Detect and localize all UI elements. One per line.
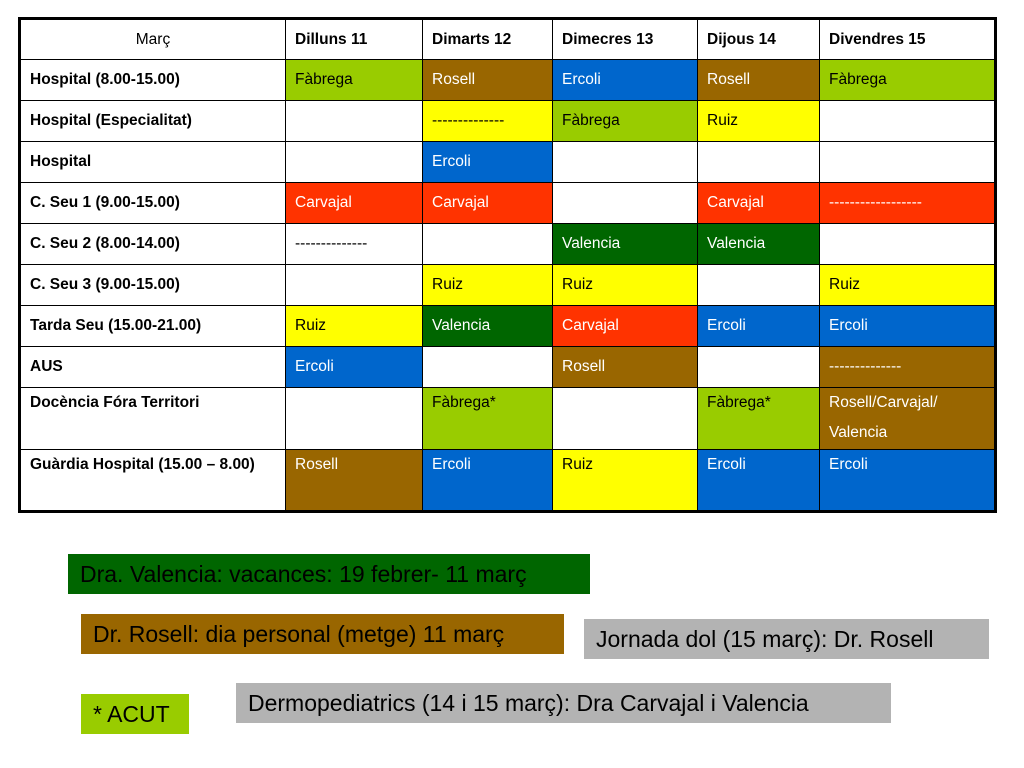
note-rosell-personal-day: Dr. Rosell: dia personal (metge) 11 març xyxy=(81,614,564,654)
schedule-table xyxy=(18,17,997,513)
row-label: Tarda Seu (15.00-21.00) xyxy=(20,306,286,347)
table-cell: Ruiz xyxy=(820,265,996,306)
table-cell: Fàbrega xyxy=(820,60,996,101)
table-cell: Valencia xyxy=(423,306,553,347)
header-row xyxy=(20,19,996,60)
table-cell: Ercoli xyxy=(423,450,553,512)
table-cell xyxy=(286,101,423,142)
table-cell: Ercoli xyxy=(698,450,820,512)
note-jornada-dol: Jornada dol (15 març): Dr. Rosell xyxy=(584,619,989,659)
header-month: Març xyxy=(20,19,286,60)
table-cell: -------------- xyxy=(423,101,553,142)
table-cell xyxy=(286,142,423,183)
table-cell: Rosell xyxy=(698,60,820,101)
table-cell: Ruiz xyxy=(286,306,423,347)
table-row xyxy=(20,224,996,265)
table-cell xyxy=(553,388,698,450)
table-cell xyxy=(820,224,996,265)
table-row xyxy=(20,265,996,306)
row-label: Guàrdia Hospital (15.00 – 8.00) xyxy=(20,450,286,512)
row-label: C. Seu 3 (9.00-15.00) xyxy=(20,265,286,306)
row-label: AUS xyxy=(20,347,286,388)
table-cell: Carvajal xyxy=(423,183,553,224)
table-cell xyxy=(820,101,996,142)
table-cell: -------------- xyxy=(286,224,423,265)
note-acut: * ACUT xyxy=(81,694,189,734)
table-cell: Rosell/Carvajal/ Valencia xyxy=(820,388,996,450)
table-cell xyxy=(553,183,698,224)
header-day: Dimecres 13 xyxy=(553,19,698,60)
table-cell: Fàbrega xyxy=(553,101,698,142)
table-row xyxy=(20,306,996,347)
table-cell: Rosell xyxy=(423,60,553,101)
table-row xyxy=(20,347,996,388)
row-label: Hospital (8.00-15.00) xyxy=(20,60,286,101)
table-cell: Ercoli xyxy=(423,142,553,183)
row-label: Docència Fóra Territori xyxy=(20,388,286,450)
table-cell: Carvajal xyxy=(698,183,820,224)
header-day: Divendres 15 xyxy=(820,19,996,60)
table-cell: Ercoli xyxy=(553,60,698,101)
table-cell xyxy=(698,142,820,183)
table-cell xyxy=(698,347,820,388)
table-cell: Rosell xyxy=(286,450,423,512)
table-cell: Valencia xyxy=(553,224,698,265)
table-cell: Ruiz xyxy=(553,265,698,306)
table-row xyxy=(20,60,996,101)
table-cell: -------------- xyxy=(820,347,996,388)
table-row xyxy=(20,388,996,450)
table-cell: Ercoli xyxy=(820,450,996,512)
note-dermopediatrics: Dermopediatrics (14 i 15 març): Dra Carvajal i Valencia xyxy=(236,683,891,723)
table-cell: Ercoli xyxy=(820,306,996,347)
table-row xyxy=(20,101,996,142)
table-cell xyxy=(553,142,698,183)
table-cell: Ruiz xyxy=(698,101,820,142)
table-cell: Fàbrega* xyxy=(423,388,553,450)
row-label: Hospital xyxy=(20,142,286,183)
header-day: Dijous 14 xyxy=(698,19,820,60)
row-label: C. Seu 1 (9.00-15.00) xyxy=(20,183,286,224)
table-cell xyxy=(423,224,553,265)
header-day: Dimarts 12 xyxy=(423,19,553,60)
table-cell xyxy=(698,265,820,306)
table-cell xyxy=(820,142,996,183)
table-cell xyxy=(286,265,423,306)
table-row xyxy=(20,183,996,224)
table-cell: Fàbrega* xyxy=(698,388,820,450)
header-day: Dilluns 11 xyxy=(286,19,423,60)
table-row xyxy=(20,142,996,183)
table-cell: Carvajal xyxy=(286,183,423,224)
table-cell: Ercoli xyxy=(286,347,423,388)
table-cell: Carvajal xyxy=(553,306,698,347)
table-cell: ------------------ xyxy=(820,183,996,224)
row-label: C. Seu 2 (8.00-14.00) xyxy=(20,224,286,265)
table-cell: Fàbrega xyxy=(286,60,423,101)
table-cell xyxy=(423,347,553,388)
table-cell: Ruiz xyxy=(553,450,698,512)
table-cell: Ercoli xyxy=(698,306,820,347)
table-cell: Valencia xyxy=(698,224,820,265)
table-row xyxy=(20,450,996,512)
note-valencia-vacation: Dra. Valencia: vacances: 19 febrer- 11 març xyxy=(68,554,590,594)
table-cell xyxy=(286,388,423,450)
table-cell: Ruiz xyxy=(423,265,553,306)
row-label: Hospital (Especialitat) xyxy=(20,101,286,142)
table-cell: Rosell xyxy=(553,347,698,388)
